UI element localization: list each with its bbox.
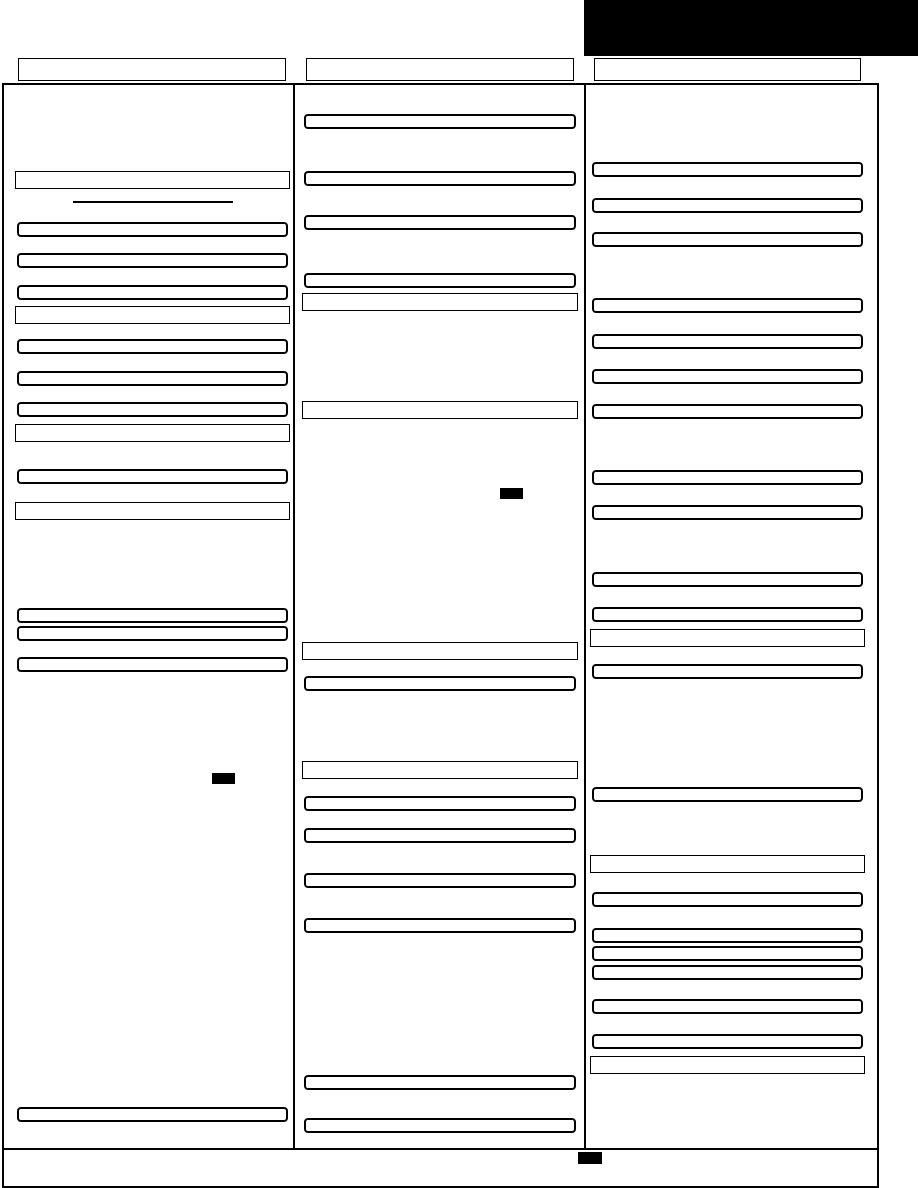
column-1-field[interactable] (17, 285, 288, 300)
column-3-field[interactable] (592, 334, 863, 349)
column-3-field[interactable] (592, 1034, 863, 1049)
column-1-field[interactable] (17, 371, 288, 386)
column-2-section-box[interactable] (302, 293, 578, 311)
column-1-field[interactable] (17, 626, 288, 641)
column-3-field[interactable] (592, 404, 863, 419)
column-3-field[interactable] (592, 787, 863, 802)
column-1-field[interactable] (17, 222, 288, 237)
column-3-field[interactable] (592, 928, 863, 943)
column-3-section-box[interactable] (590, 855, 865, 873)
column-2-section-box[interactable] (302, 401, 578, 419)
column-1-section-box[interactable] (15, 306, 290, 324)
column-1-section-box[interactable] (15, 424, 290, 442)
column-3-field[interactable] (592, 470, 863, 485)
column-1-field[interactable] (17, 402, 288, 417)
footer-black-marker (578, 1152, 602, 1164)
column-2-field[interactable] (304, 1118, 576, 1133)
column-3-field[interactable] (592, 232, 863, 247)
column-2-field[interactable] (304, 676, 576, 691)
column-1-field[interactable] (17, 1107, 288, 1122)
column-3-field[interactable] (592, 892, 863, 907)
column-3-field[interactable] (592, 369, 863, 384)
column-3-header (594, 58, 861, 81)
column-3-field[interactable] (592, 572, 863, 587)
column-3-field[interactable] (592, 999, 863, 1014)
column-2-field[interactable] (304, 215, 576, 230)
column-1-black-marker (212, 773, 235, 784)
column-3-field[interactable] (592, 946, 863, 961)
column-1-field[interactable] (17, 253, 288, 268)
column-3-section-box[interactable] (590, 1056, 865, 1074)
column-divider-1 (293, 83, 295, 1150)
column-2-field[interactable] (304, 114, 576, 129)
column-3-field[interactable] (592, 505, 863, 520)
title-block (584, 0, 918, 56)
column-3-field[interactable] (592, 965, 863, 980)
column-2-field[interactable] (304, 796, 576, 811)
column-3-field[interactable] (592, 607, 863, 622)
column-3-field[interactable] (592, 162, 863, 177)
column-divider-2 (584, 83, 586, 1150)
footer-bar (2, 1148, 879, 1188)
column-1-field[interactable] (17, 339, 288, 354)
column-2-field[interactable] (304, 918, 576, 933)
column-1-underline (73, 201, 233, 203)
column-1-field[interactable] (17, 469, 288, 484)
column-2-field[interactable] (304, 171, 576, 186)
column-2-section-box[interactable] (302, 761, 578, 779)
column-1-header (18, 58, 286, 81)
column-1-section-box[interactable] (15, 171, 290, 189)
column-2-field[interactable] (304, 273, 576, 288)
column-2-header (306, 58, 574, 81)
column-2-section-box[interactable] (302, 642, 578, 660)
column-1-section-box[interactable] (15, 502, 290, 520)
column-3-field[interactable] (592, 298, 863, 313)
column-1-field[interactable] (17, 608, 288, 623)
column-2-field[interactable] (304, 873, 576, 888)
column-2-field[interactable] (304, 828, 576, 843)
column-2-black-marker (500, 488, 523, 499)
column-3-field[interactable] (592, 198, 863, 213)
column-3-section-box[interactable] (590, 629, 865, 647)
column-3-field[interactable] (592, 664, 863, 679)
column-2-field[interactable] (304, 1075, 576, 1090)
column-1-field[interactable] (17, 657, 288, 672)
